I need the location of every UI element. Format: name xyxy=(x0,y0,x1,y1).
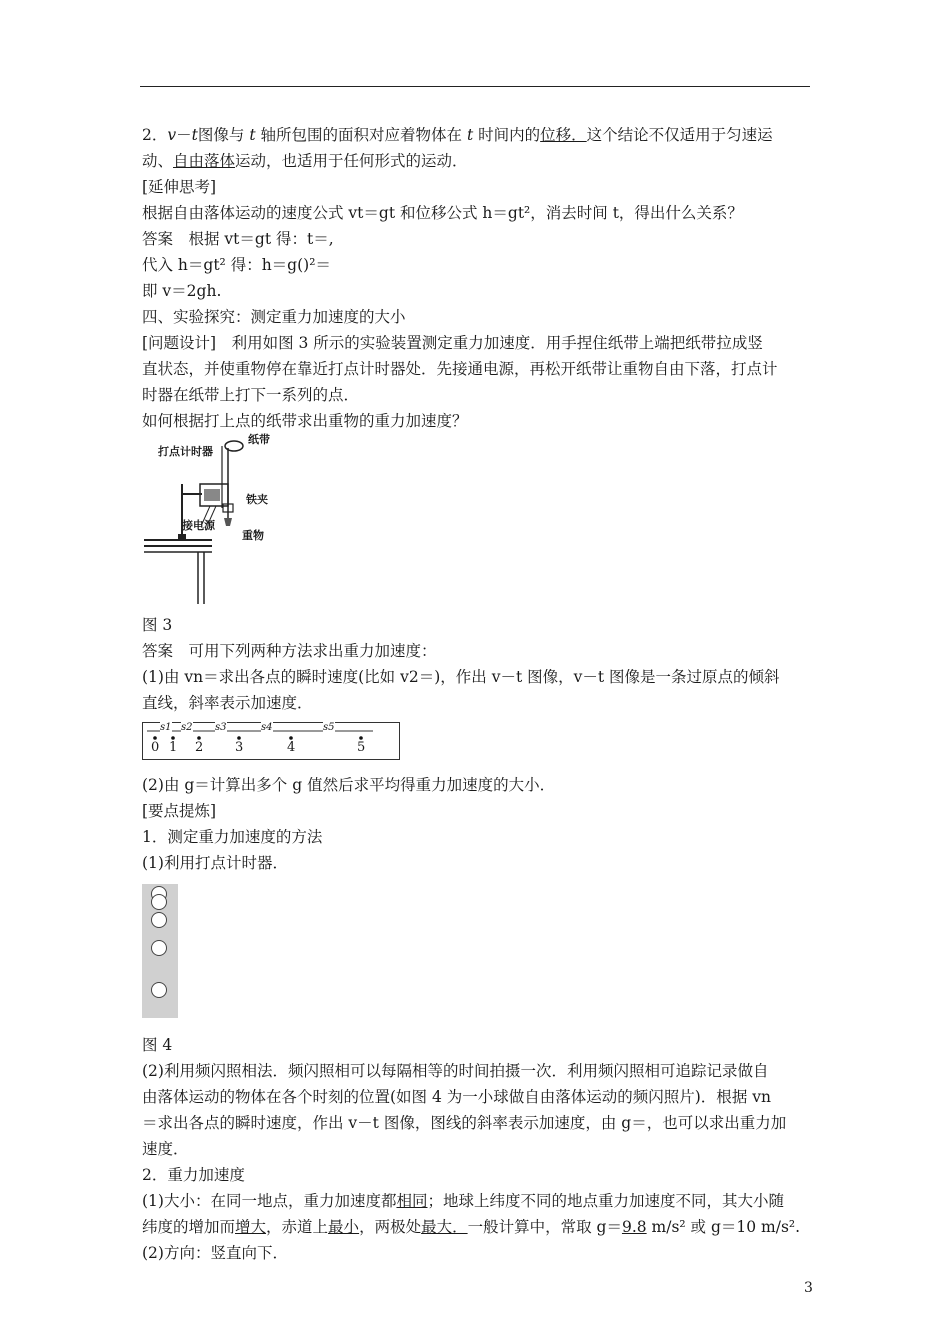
section-label: [要点提炼] xyxy=(142,802,217,820)
underlined-answer: 9.8 xyxy=(621,1218,647,1236)
paragraph-line: 时器在纸带上打下一系列的点． xyxy=(142,386,360,404)
paragraph-line: 速度． xyxy=(142,1140,189,1158)
figure-3-apparatus xyxy=(142,433,292,606)
figure-caption: 图 3 xyxy=(142,616,173,634)
paragraph-line: ＝求出各点的瞬时速度，作出 v－t 图像，图线的斜率表示加速度，由 g＝，也可以求出重力加 xyxy=(142,1114,787,1132)
paragraph-line xyxy=(142,122,810,148)
text: － xyxy=(176,126,192,144)
text: ；地球上纬度不同的地点重力加速度不同，其大小随 xyxy=(427,1192,784,1210)
paragraph-line: (1)利用打点计时器． xyxy=(142,854,288,872)
ball-image xyxy=(151,982,167,998)
text: ，赤道上 xyxy=(266,1218,329,1236)
subheading: 1．测定重力加速度的方法 xyxy=(142,828,323,846)
underlined-answer: 自由落体 xyxy=(173,152,236,170)
tape-point-2: 2 xyxy=(195,740,204,755)
tape-seg-s2: s2 xyxy=(181,722,193,733)
label-weight: 重物 xyxy=(242,529,264,542)
text: 一般计算中，常取 g＝ xyxy=(467,1218,622,1236)
tape-seg-s1: s1 xyxy=(160,722,172,733)
paragraph-line xyxy=(142,148,810,174)
label-clamp: 铁夹 xyxy=(246,493,268,506)
answer-line: 答案 根据 vt＝gt 得：t＝, xyxy=(142,230,334,248)
paragraph-line: [问题设计] 利用如图 3 所示的实验装置测定重力加速度．用手捏住纸带上端把纸带拉成竖 xyxy=(142,334,763,352)
text: 运动，也适用于任何形式的运动． xyxy=(235,152,468,170)
paragraph-line xyxy=(142,1214,810,1240)
paragraph-line: 即 v＝2gh. xyxy=(142,282,222,300)
text: m/s² 或 g＝10 m/s². xyxy=(646,1218,801,1236)
ball-image xyxy=(151,940,167,956)
text: 时间内的 xyxy=(478,126,541,144)
label-timer: 打点计时器 xyxy=(158,445,213,458)
paragraph-line: 直线，斜率表示加速度． xyxy=(142,694,313,712)
math-var: t xyxy=(466,126,474,144)
underlined-answer: 位移． xyxy=(540,126,587,144)
tape-point-5: 5 xyxy=(357,740,366,755)
underlined-answer: 相同 xyxy=(396,1192,428,1210)
paragraph-line: (2)由 g＝计算出多个 g 值然后求平均得重力加速度的大小． xyxy=(142,776,556,794)
ball-image xyxy=(151,912,167,928)
paragraph-line: (1)由 vn＝求出各点的瞬时速度(比如 v2＝)，作出 v－t 图像，v－t 图像是一条过原点的倾斜 xyxy=(142,668,780,686)
paragraph-line: 由落体运动的物体在各个时刻的位置(如图 4 为一小球做自由落体运动的频闪照片)．根据 vn xyxy=(142,1088,771,1106)
figure-4-strobe-photo xyxy=(142,884,178,1018)
section-heading: 四、实验探究：测定重力加速度的大小 xyxy=(142,308,406,326)
paragraph-line: 根据自由落体运动的速度公式 vt＝gt 和位移公式 h＝gt²，消去时间 t，得出什么关系？ xyxy=(142,204,743,222)
text: 动、 xyxy=(142,152,174,170)
underlined-answer: 最大． xyxy=(421,1218,468,1236)
paragraph-line: (2)方向：竖直向下． xyxy=(142,1244,288,1262)
text: (1)大小：在同一地点，重力加速度都 xyxy=(142,1192,397,1210)
paragraph-line: 代入 h＝gt² 得：h＝g()²＝ xyxy=(142,256,331,274)
document-body xyxy=(142,122,810,1266)
tape-point-1: 1 xyxy=(169,740,178,755)
paragraph-line xyxy=(142,1188,810,1214)
tape-seg-s5: s5 xyxy=(323,722,335,733)
text: 纬度的增加而 xyxy=(142,1218,236,1236)
text: 轴所包围的面积对应着物体在 xyxy=(260,126,463,144)
paper-tape-figure xyxy=(142,722,400,760)
paragraph-line: (2)利用频闪照相法．频闪照相可以每隔相等的时间拍摄一次．利用频闪照相可追踪记录做自 xyxy=(142,1062,769,1080)
apparatus-drawing xyxy=(142,438,292,606)
header-rule xyxy=(140,86,810,87)
figure-caption: 图 4 xyxy=(142,1036,173,1054)
section-label: [延伸思考] xyxy=(142,178,217,196)
text: 2． xyxy=(142,126,168,144)
tape-point-4: 4 xyxy=(287,740,296,755)
tape-point-0: 0 xyxy=(151,740,160,755)
answer-line: 答案 可用下列两种方法求出重力加速度： xyxy=(142,642,437,660)
math-var: t xyxy=(249,126,256,144)
math-var: v xyxy=(167,126,177,144)
question-line: 如何根据打上点的纸带求出重物的重力加速度？ xyxy=(142,412,468,430)
paragraph-line: 直状态，并使重物停在靠近打点计时器处．先接通电源，再松开纸带让重物自由下落，打点计 xyxy=(142,360,778,378)
text: 这个结论不仅适用于匀速运 xyxy=(586,126,773,144)
ball-image xyxy=(151,894,167,910)
page-number: 3 xyxy=(804,1280,813,1296)
text: ，两极处 xyxy=(359,1218,422,1236)
underlined-answer: 最小 xyxy=(328,1218,360,1236)
math-var: t xyxy=(191,126,198,144)
label-power: 接电源 xyxy=(182,519,215,532)
label-tape: 纸带 xyxy=(248,433,270,446)
tape-seg-s4: s4 xyxy=(261,722,273,733)
underlined-answer: 增大 xyxy=(235,1218,267,1236)
tape-seg-s3: s3 xyxy=(215,722,227,733)
tape-point-3: 3 xyxy=(235,740,244,755)
text: 图像与 xyxy=(197,126,245,144)
subheading: 2．重力加速度 xyxy=(142,1166,245,1184)
